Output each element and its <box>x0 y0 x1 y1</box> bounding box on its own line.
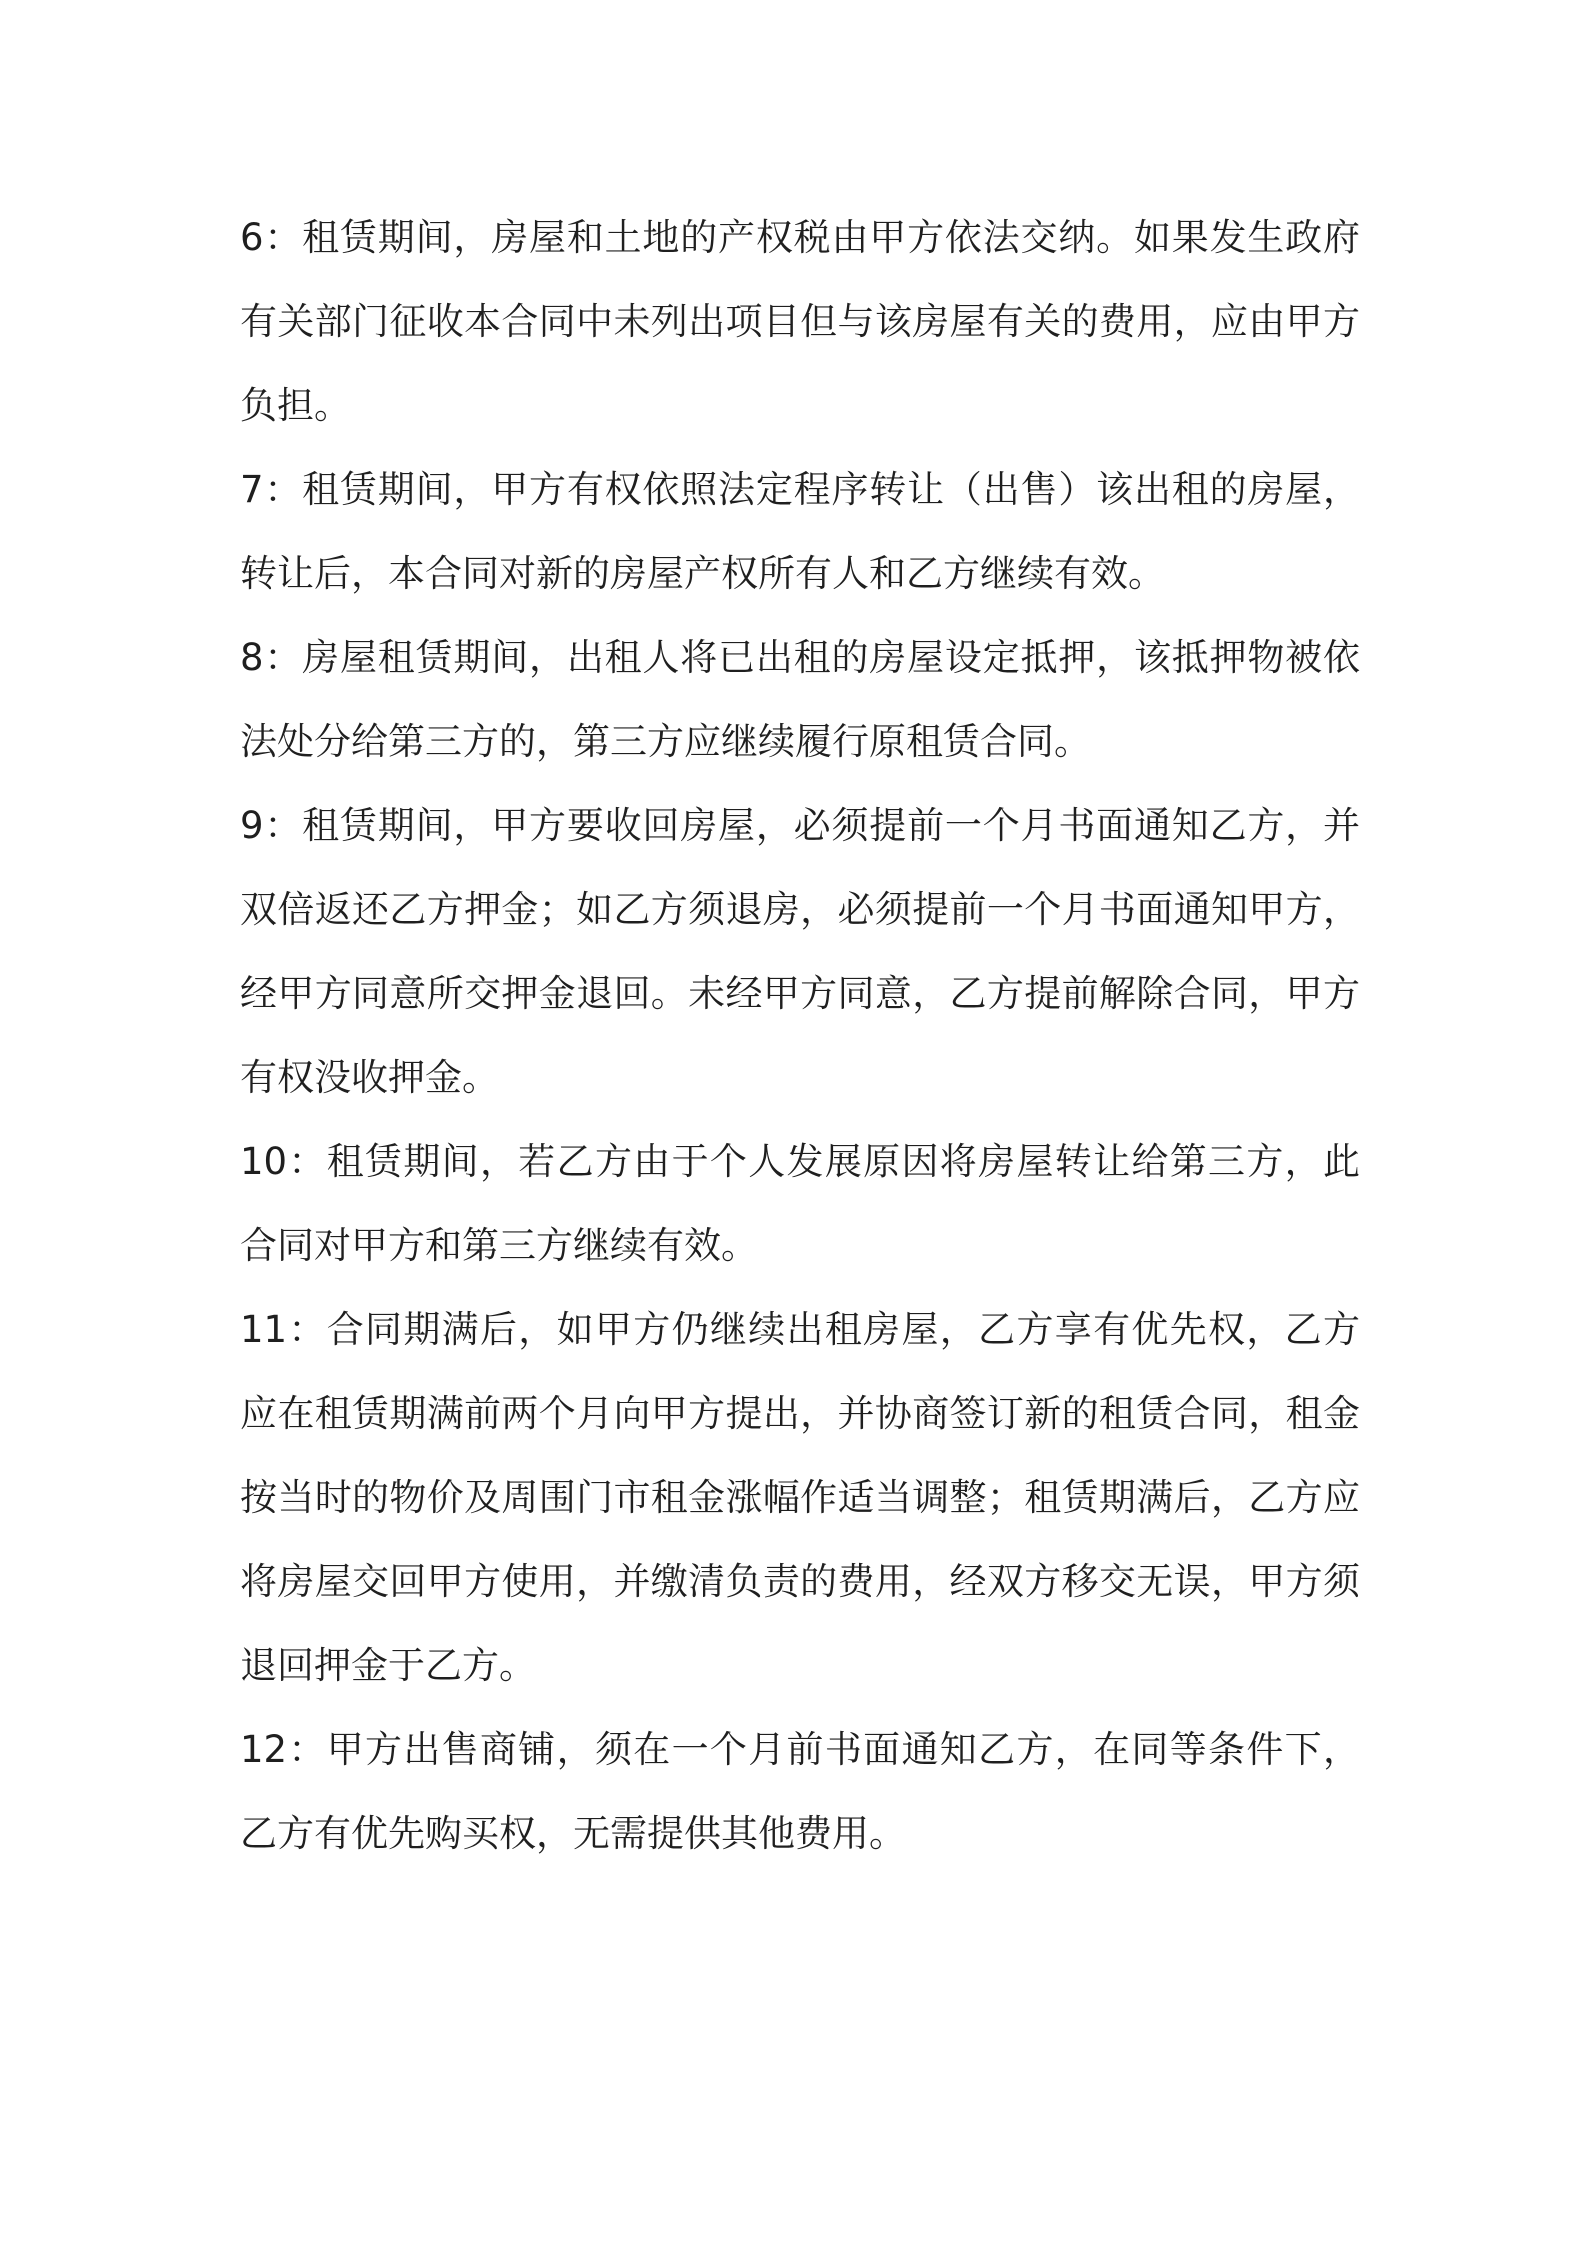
clause-11 <box>240 1288 1360 1708</box>
text-line: 应在租赁期满前两个月向甲方提出，并协商签订新的租赁合同，租金 <box>240 1392 1360 1435</box>
text-line: 9：租赁期间，甲方要收回房屋，必须提前一个月书面通知乙方，并 <box>240 804 1360 847</box>
text-line: 乙方有优先购买权，无需提供其他费用。 <box>240 1812 906 1855</box>
clause-8 <box>240 616 1360 784</box>
contract-clauses <box>240 196 1360 1876</box>
text-line: 负担。 <box>240 384 351 427</box>
text-line: 6：租赁期间，房屋和土地的产权税由甲方依法交纳。如果发生政府 <box>240 216 1360 259</box>
text-line: 经甲方同意所交押金退回。未经甲方同意，乙方提前解除合同，甲方 <box>240 972 1360 1015</box>
text-line: 12：甲方出售商铺，须在一个月前书面通知乙方，在同等条件下， <box>240 1728 1360 1771</box>
clause-9 <box>240 784 1360 1120</box>
text-line: 法处分给第三方的，第三方应继续履行原租赁合同。 <box>240 720 1091 763</box>
text-line: 合同对甲方和第三方继续有效。 <box>240 1224 758 1267</box>
text-line: 双倍返还乙方押金；如乙方须退房，必须提前一个月书面通知甲方， <box>240 888 1360 931</box>
text-line: 8：房屋租赁期间，出租人将已出租的房屋设定抵押，该抵押物被依 <box>240 636 1360 679</box>
text-line: 11：合同期满后，如甲方仍继续出租房屋，乙方享有优先权，乙方 <box>240 1308 1360 1351</box>
text-line: 7：租赁期间，甲方有权依照法定程序转让（出售）该出租的房屋， <box>240 468 1360 511</box>
text-line: 按当时的物价及周围门市租金涨幅作适当调整；租赁期满后，乙方应 <box>240 1476 1360 1519</box>
text-line: 退回押金于乙方。 <box>240 1644 536 1687</box>
text-line: 有关部门征收本合同中未列出项目但与该房屋有关的费用，应由甲方 <box>240 300 1360 343</box>
clause-7 <box>240 448 1360 616</box>
text-line: 有权没收押金。 <box>240 1056 499 1099</box>
text-line: 将房屋交回甲方使用，并缴清负责的费用，经双方移交无误，甲方须 <box>240 1560 1360 1603</box>
clause-10 <box>240 1120 1360 1288</box>
clause-12 <box>240 1708 1360 1876</box>
text-line: 10：租赁期间，若乙方由于个人发展原因将房屋转让给第三方，此 <box>240 1140 1360 1183</box>
clause-6 <box>240 196 1360 448</box>
text-line: 转让后，本合同对新的房屋产权所有人和乙方继续有效。 <box>240 552 1165 595</box>
